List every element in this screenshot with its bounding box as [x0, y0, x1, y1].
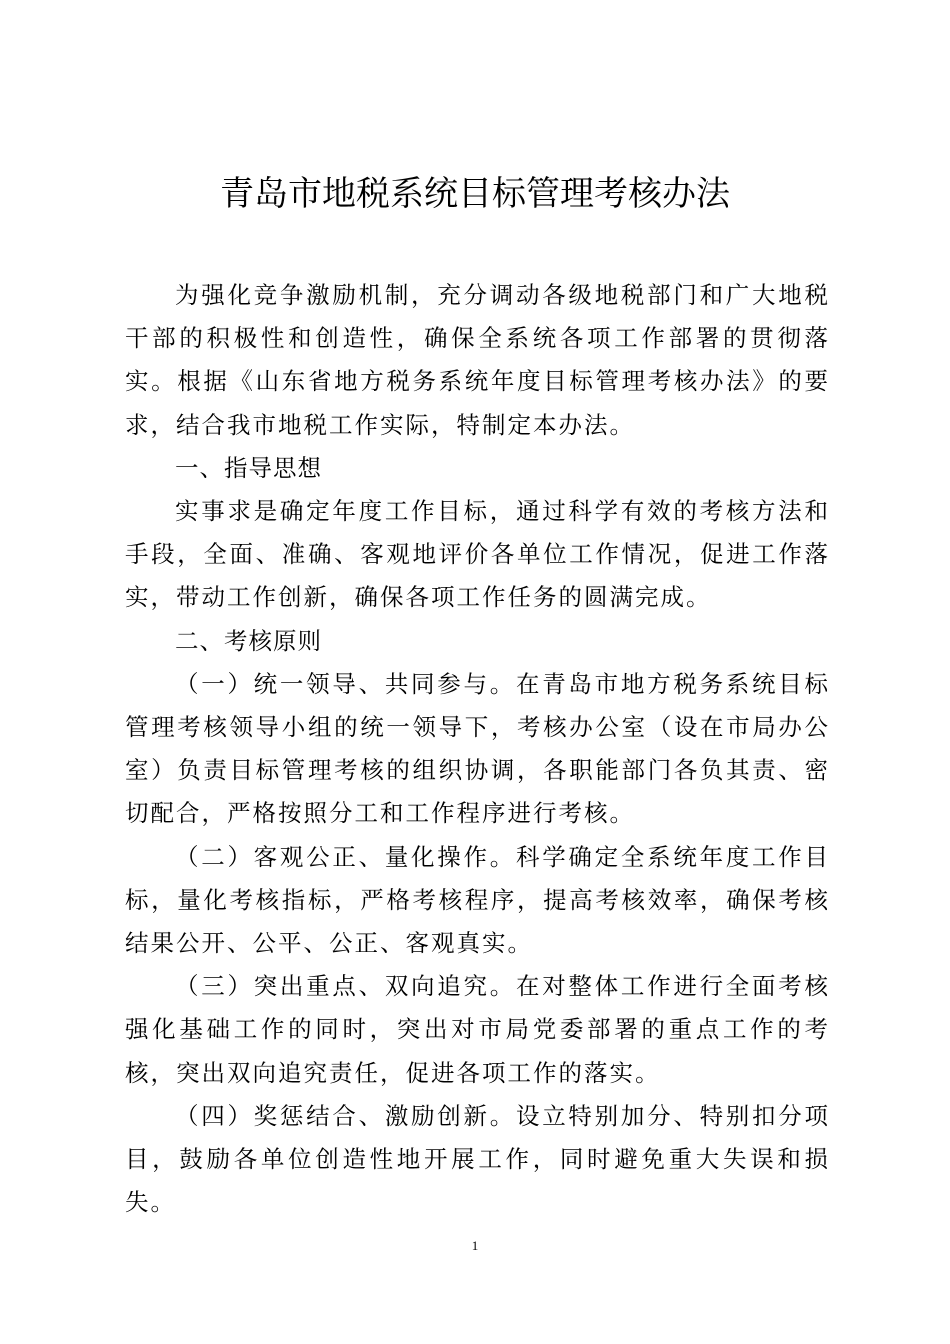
- section-paragraph: （二）客观公正、量化操作。科学确定全系统年度工作目标，量化考核指标，严格考核程序，提高考核效率，确保考核结果公开、公平、公正、客观真实。: [125, 842, 830, 958]
- document-title: 青岛市地税系统目标管理考核办法: [220, 174, 730, 214]
- section-paragraph: （三）突出重点、双向追究。在对整体工作进行全面考核强化基础工作的同时，突出对市局党委部署的重点工作的考核，突出双向追究责任，促进各项工作的落实。: [125, 972, 830, 1087]
- section-heading-guiding-principle: 一、指导思想: [175, 453, 322, 482]
- section-paragraph: （四）奖惩结合、激励创新。设立特别加分、特别扣分项目，鼓励各单位创造性地开展工作，同时避免重大失误和损失。: [125, 1101, 830, 1217]
- section-heading-assessment-principles: 二、考核原则: [175, 626, 322, 655]
- section-paragraph: 实事求是确定年度工作目标，通过科学有效的考核方法和手段，全面、准确、客观地评价各单位工作情况，促进工作落实，带动工作创新，确保各项工作任务的圆满完成。: [125, 497, 830, 612]
- page-number: 1: [471, 1238, 479, 1253]
- intro-paragraph: 为强化竞争激励机制，充分调动各级地税部门和广大地税干部的积极性和创造性，确保全系统各项工作部署的贯彻落实。根据《山东省地方税务系统年度目标管理考核办法》的要求，结合我市地税工作实际，特制定本办法。: [125, 281, 830, 439]
- document-body: [125, 274, 830, 1224]
- section-paragraph: （一）统一领导、共同参与。在青岛市地方税务系统目标管理考核领导小组的统一领导下，考核办公室（设在市局办公室）负责目标管理考核的组织协调，各职能部门各负其责、密切配合，严格按照分工和工作程序进行考核。: [125, 669, 830, 828]
